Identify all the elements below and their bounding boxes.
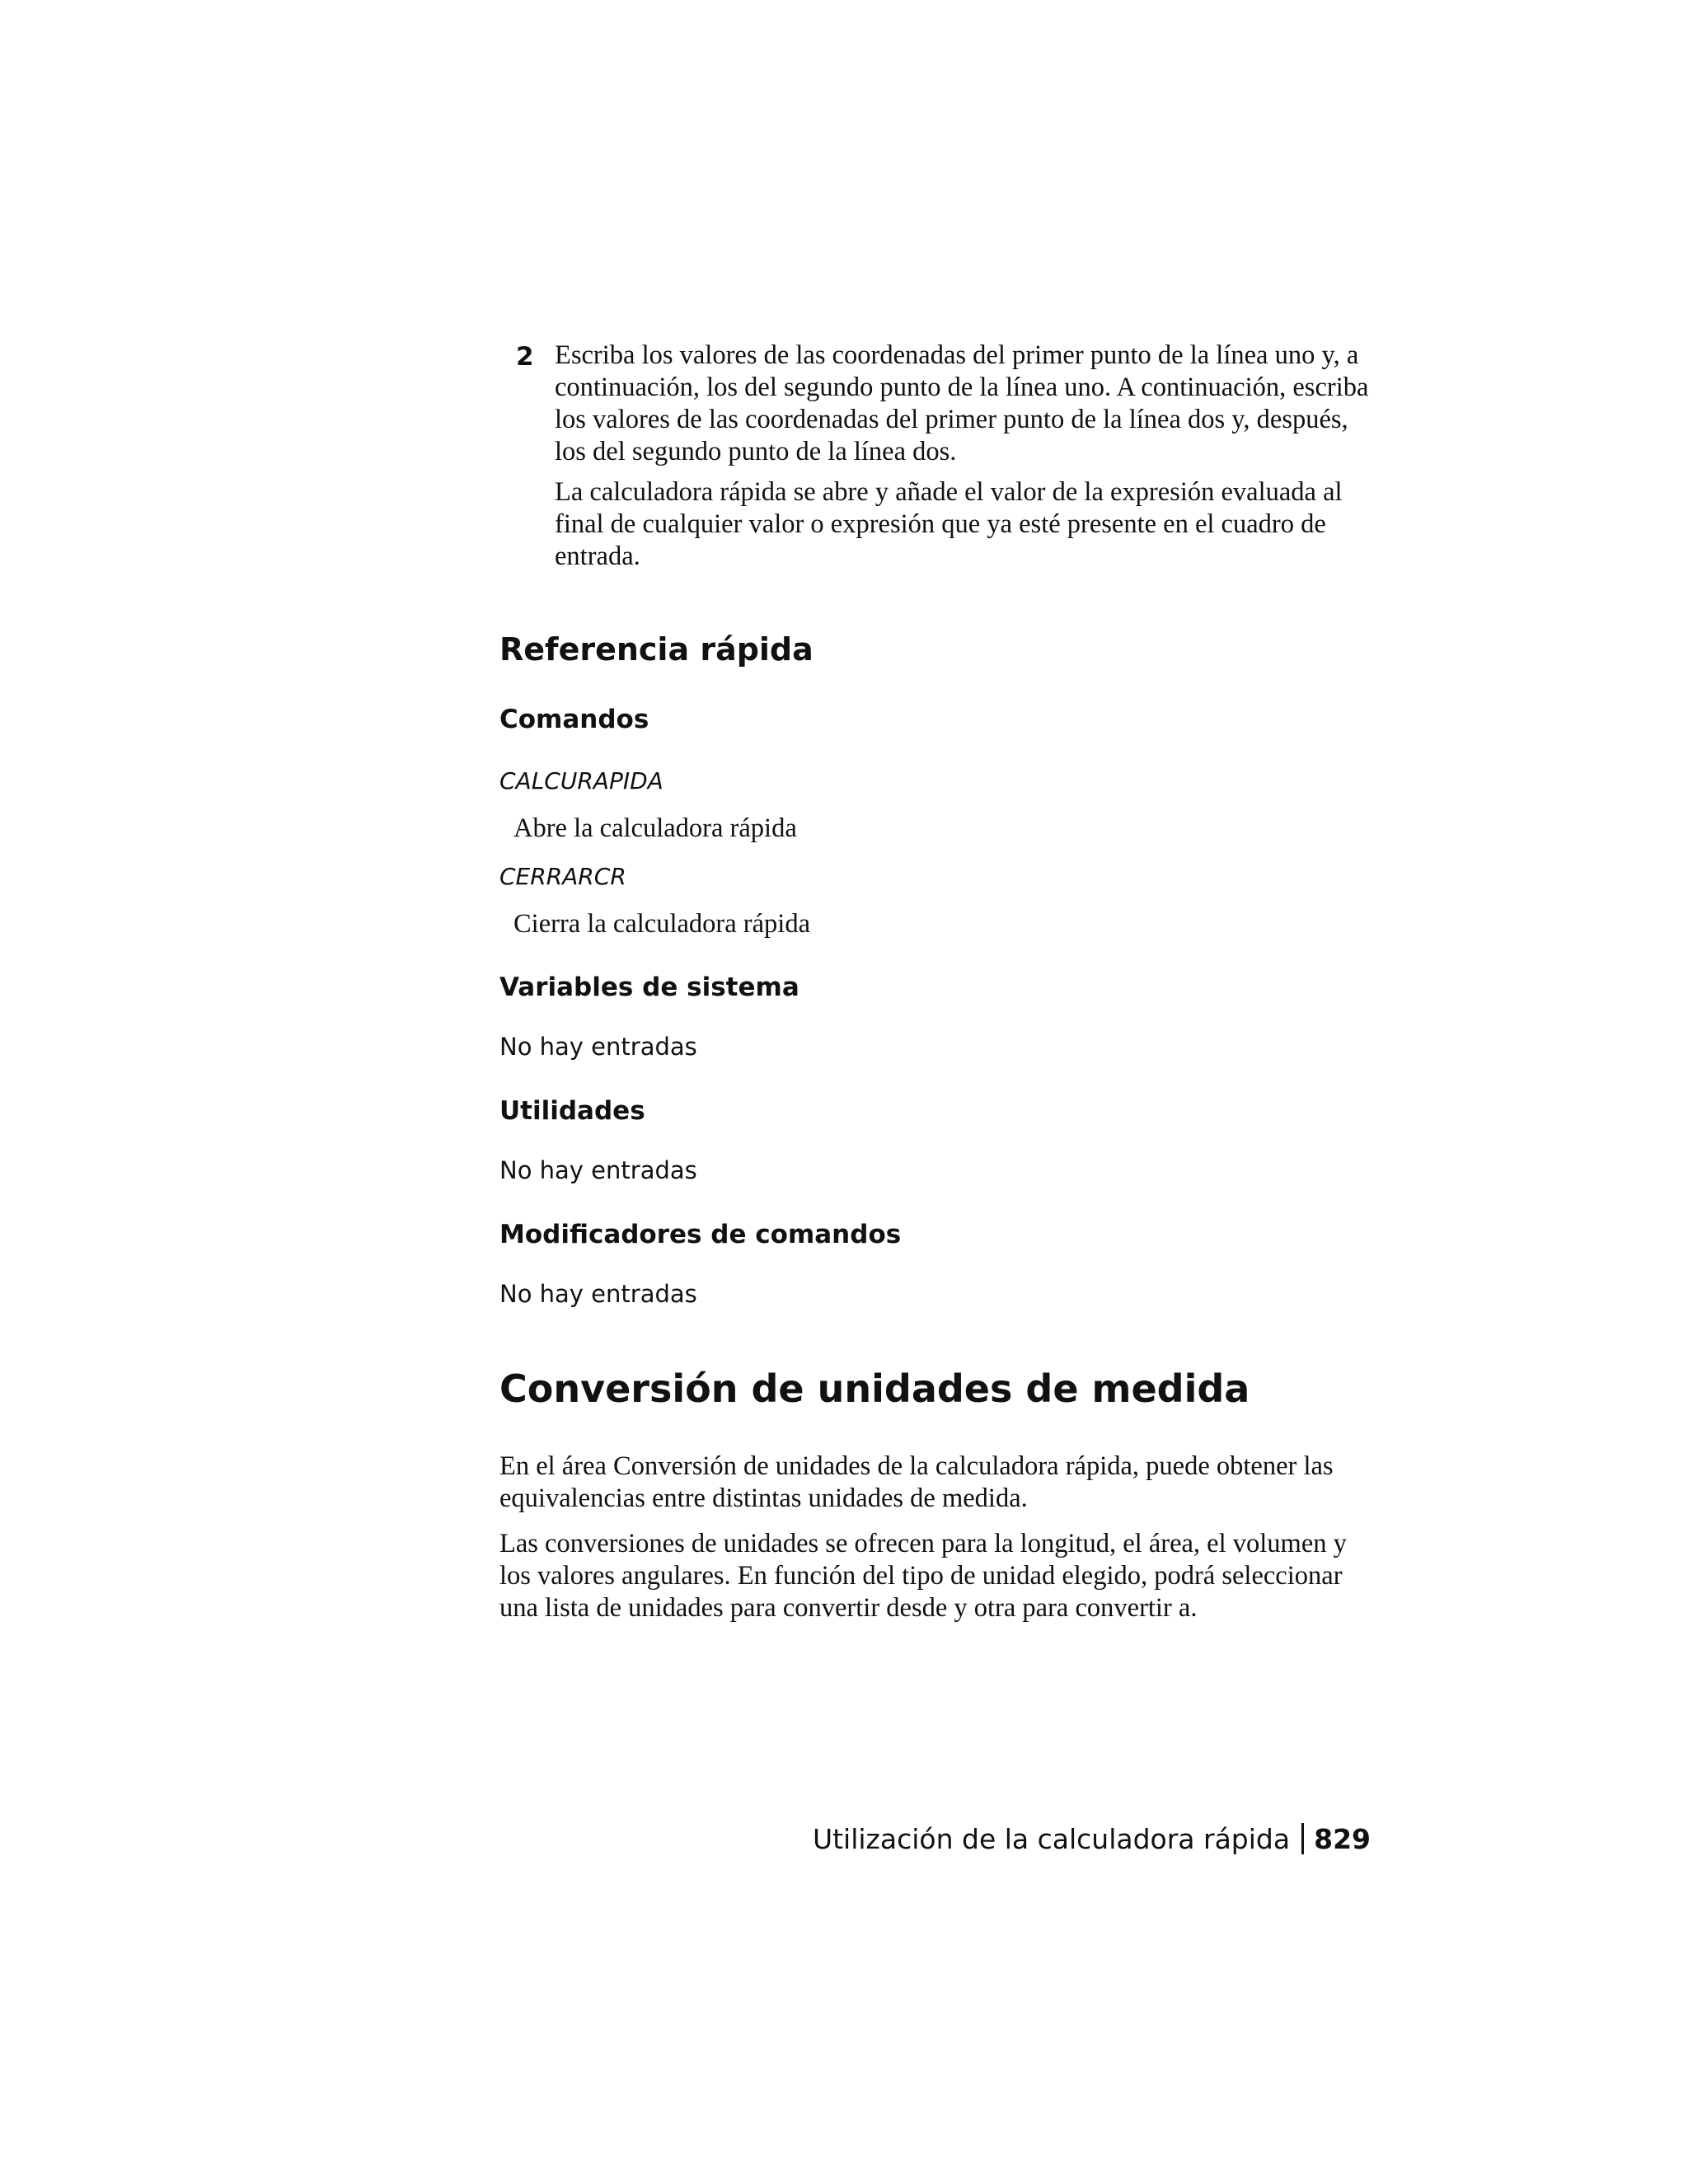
command-description: Cierra la calculadora rápida (513, 909, 810, 939)
footer-separator (1301, 1823, 1304, 1854)
system-variables-heading: Variables de sistema (499, 972, 799, 1002)
conversion-title: Conversión de unidades de medida (499, 1366, 1250, 1411)
utilities-heading: Utilidades (499, 1096, 645, 1126)
conversion-paragraph: Las conversiones de unidades se ofrecen para la longitud, el área, el volumen y los valores angulares. En función del tipo de unidad elegido, podrá seleccionar una lista de unidades para convertir desde y otra para convertir a. (499, 1529, 1347, 1623)
utilities-text: No hay entradas (499, 1156, 697, 1184)
page-number: 829 (1314, 1823, 1371, 1855)
quick-reference-title: Referencia rápida (499, 631, 814, 668)
footer-chapter-title: Utilización de la calculadora rápida (812, 1823, 1291, 1855)
step-paragraph: La calculadora rápida se abre y añade el valor de la expresión evaluada al final de cualquier valor o expresión que ya esté presente en el cuadro de entrada. (555, 477, 1343, 571)
command-modifiers-text: No hay entradas (499, 1280, 697, 1308)
system-variables-text: No hay entradas (499, 1033, 697, 1061)
page-footer (813, 1823, 1371, 1854)
command-description: Abre la calculadora rápida (513, 813, 797, 843)
command-name: CERRARCR (499, 863, 626, 890)
command-name: CALCURAPIDA (499, 767, 663, 794)
step-paragraph: Escriba los valores de las coordenadas del primer punto de la línea uno y, a continuación, los del segundo punto de la línea uno. A continuación, escriba los valores de las coordenadas del primer punto de la línea dos y, después, los del segundo punto de la línea dos. (555, 340, 1369, 466)
conversion-paragraph: En el área Conversión de unidades de la calculadora rápida, puede obtener las equivalencias entre distintas unidades de medida. (499, 1451, 1334, 1513)
step-body (555, 340, 1379, 581)
step-number: 2 (516, 342, 534, 372)
command-modifiers-heading: Modificadores de comandos (499, 1220, 902, 1249)
commands-heading: Comandos (499, 705, 649, 734)
